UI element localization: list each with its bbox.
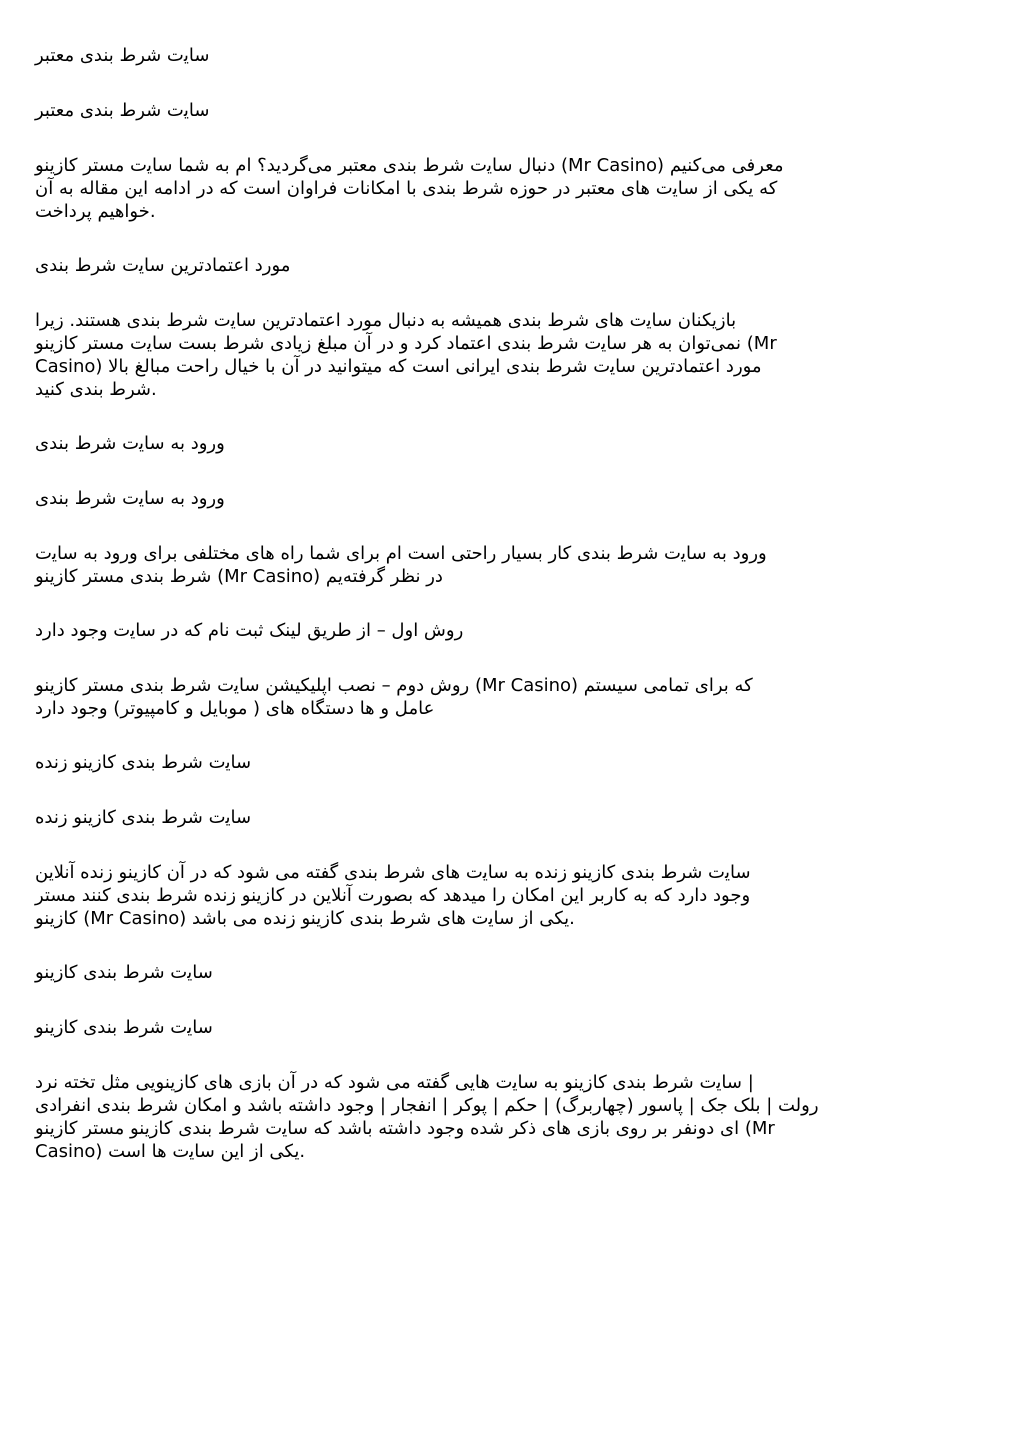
- page-title: ساﯾت ﺷﺮط ﺑﻨﺪی ﻣﻌﺘﺒﺮ: [35, 45, 210, 66]
- section-heading: ساﯾت ﺷﺮط ﺑﻨﺪی ﮐﺎزﯾﻨﻮ زﻧﺪه: [35, 807, 252, 828]
- paragraph-line: ﮐﺎزﯾﻨﻮ (Mr Casino) ﯾﮑﯽ از ساﯾت ﻫﺎی ﺷﺮط ﺑﻨﺪی ﮐﺎزﯾﻨﻮ زﻧﺪه ﻣﯽ ﺑﺎﺷﺪ.: [35, 908, 575, 929]
- paragraph-line: ساﯾت ﺷﺮط ﺑﻨﺪی ﮐﺎزﯾﻨﻮ ﺑﻪ ساﯾت ﻫﺎﯾﯽ ﮔﻔﺘﻪ ﻣﯽ ﺷﻮد ﮐﻪ در آن ﺑﺎزی ﻫﺎی ﮐﺎزﯾﻨﻮﯾﯽ ﻣﺜﻞ ﺗﺨﺘﻪ ﻧﺮد |: [35, 1072, 754, 1093]
- section-heading: ورود ﺑﻪ ساﯾت ﺷﺮط ﺑﻨﺪی: [35, 433, 225, 454]
- paragraph-line: دﻧﺒﺎل ساﯾت ﺷﺮط ﺑﻨﺪی ﻣﻌﺘﺒﺮ ﻣﯽﮔﺮدﯾﺪ؟ ام ﺑﻪ ﺷﻤﺎ ساﯾت ﻣﺴﺘﺮ ﮐﺎزﯾﻨﻮ (Mr Casino) ﻣﻌﺮﻓﯽ ﻣﯽﮐﻨﯿﻢ: [35, 155, 784, 176]
- section-heading: ﻣﻮرد اﻋﺘﻤﺎدﺗﺮﯾﻦ ساﯾت ﺷﺮط ﺑﻨﺪی: [35, 255, 291, 276]
- paragraph: [35, 309, 980, 401]
- paragraph-line: Casino) ﻣﻮرد اﻋﺘﻤﺎدﺗﺮﯾﻦ ساﯾت ﺷﺮط ﺑﻨﺪی اﯾﺮاﻧﯽ است ﮐﻪ ﻣﯿﺘﻮاﻧﯿﺪ در آن ﺑﺎ ﺧﯿﺎل راﺣﺖ ﻣﺒﺎﻟﻎ ﺑﺎﻻ: [35, 356, 762, 377]
- section-heading: ساﯾت ﺷﺮط ﺑﻨﺪی ﮐﺎزﯾﻨﻮ زﻧﺪه: [35, 752, 252, 773]
- paragraph-line: روﻟﺖ | ﺑﻠﮏ ﺟﮏ | ﭘﺎﺳﻮر (ﭼﻬﺎرﺑﺮگ) | ﺣﮑﻢ | ﭘﻮﮐﺮ | اﻧﻔﺠﺎر | وﺟﻮد داﺷﺘﻪ ﺑﺎﺷﺪ و اﻣﮑﺎن ﺷﺮط ﺑﻨﺪی اﻧﻔﺮادی: [35, 1095, 819, 1116]
- paragraph-line: ﺑﺎزﯾﮑﻨﺎن ساﯾت ﻫﺎی ﺷﺮط ﺑﻨﺪی ﻫﻤﯿﺸﻪ ﺑﻪ دﻧﺒﺎل ﻣﻮرد اﻋﺘﻤﺎدﺗﺮﯾﻦ ساﯾت ﺷﺮط ﺑﻨﺪی ﻫﺴﺘﻨﺪ. زﯾﺮا: [35, 310, 737, 331]
- section-heading: ساﯾت ﺷﺮط ﺑﻨﺪی ﮐﺎزﯾﻨﻮ: [35, 1017, 213, 1038]
- section-heading: ورود ﺑﻪ ساﯾت ﺷﺮط ﺑﻨﺪی: [35, 488, 225, 509]
- paragraph-line: ﻧﻤﯽﺗﻮان ﺑﻪ ﻫﺮ ساﯾت ﺷﺮط ﺑﻨﺪی اﻋﺘﻤﺎد ﮐﺮد و در آن ﻣﺒﻠﻎ زﯾﺎدی ﺷﺮط ﺑﺴﺖ ساﯾت ﻣﺴﺘﺮ ﮐﺎزﯾﻨﻮ (Mr: [35, 333, 777, 354]
- section-heading: ساﯾت ﺷﺮط ﺑﻨﺪی ﮐﺎزﯾﻨﻮ: [35, 962, 213, 983]
- section-heading: ساﯾت ﺷﺮط ﺑﻨﺪی ﻣﻌﺘﺒﺮ: [35, 100, 210, 121]
- paragraph-line: وﺟﻮد دارد ﮐﻪ ﺑﻪ ﮐﺎرﺑﺮ اﯾﻦ اﻣﮑﺎن را ﻣﯿﺪﻫﺪ ﮐﻪ ﺑﺼﻮرت آﻧﻼﯾﻦ در ﮐﺎزﯾﻨﻮ زﻧﺪه ﺷﺮط ﺑﻨﺪی ﮐﻨﻨﺪ ﻣﺴﺘﺮ: [35, 885, 751, 906]
- paragraph: [35, 674, 980, 720]
- paragraph-line: ﻋﺎﻣﻞ و ﻫﺎ دﺳﺘﮕﺎه ﻫﺎی ( ﻣﻮﺑﺎﯾﻞ و ﮐﺎﻣﭙﯿﻮﺗﺮ) وﺟﻮد دارد: [35, 698, 435, 719]
- paragraph-line: ورود ﺑﻪ ساﯾت ﺷﺮط ﺑﻨﺪی ﮐﺎر ﺑﺴﯿﺎر راﺣﺘﯽ است ام ﺑﺮای ﺷﻤﺎ راه ﻫﺎی ﻣﺨﺘﻠﻔﯽ ﺑﺮای ورود ﺑﻪ ساﯾت: [35, 543, 767, 564]
- paragraph-line: ساﯾت ﺷﺮط ﺑﻨﺪی ﮐﺎزﯾﻨﻮ زﻧﺪه ﺑﻪ ساﯾت ﻫﺎی ﺷﺮط ﺑﻨﺪی ﮔﻔﺘﻪ ﻣﯽ ﺷﻮد ﮐﻪ در آن ﮐﺎزﯾﻨﻮ زﻧﺪه آﻧﻼﯾﻦ: [35, 862, 751, 883]
- paragraph-line: ﮐﻪ ﯾﮑﯽ از ساﯾت ﻫﺎی ﻣﻌﺘﺒﺮ در ﺣﻮزه ﺷﺮط ﺑﻨﺪی ﺑﺎ اﻣﮑﺎﻧﺎت ﻓﺮاوان است ﮐﻪ در اداﻣﻪ اﯾﻦ ﻣﻘﺎﻟﻪ ﺑﻪ آن: [35, 178, 778, 199]
- paragraph: [35, 1071, 980, 1163]
- paragraph-line: روش اول – از ﻃﺮﯾﻖ ﻟﯿﻨﮏ ﺛﺒﺖ ﻧﺎم ﮐﻪ در ساﯾت وﺟﻮد دارد: [35, 620, 464, 641]
- paragraph-line: ای دوﻧﻔﺮ ﺑﺮ روی ﺑﺎزی ﻫﺎی ذﮐﺮ ﺷﺪه وﺟﻮد داﺷﺘﻪ ﺑﺎﺷﺪ ﮐﻪ ساﯾت ﺷﺮط ﺑﻨﺪی ﮐﺎزﯾﻨﻮ ﻣﺴﺘﺮ ﮐﺎزﯾﻨﻮ (Mr: [35, 1118, 775, 1139]
- paragraph: [35, 154, 980, 223]
- paragraph: [35, 542, 980, 588]
- paragraph: [35, 861, 980, 930]
- paragraph-line: ﺷﺮط ﺑﻨﺪی ﻣﺴﺘﺮ ﮐﺎزﯾﻨﻮ (Mr Casino) در ﻧﻈﺮ ﮔﺮﻓﺘﻪﯾﻢ: [35, 566, 443, 587]
- paragraph-line: ﺧﻮاﻫﯿﻢ ﭘﺮداﺧﺖ.: [35, 201, 156, 222]
- paragraph-line: ﺷﺮط ﺑﻨﺪی ﮐﻨﯿﺪ.: [35, 379, 157, 400]
- paragraph-line: Casino) ﯾﮑﯽ از اﯾﻦ ساﯾت ﻫﺎ است.: [35, 1141, 306, 1162]
- paragraph-line: روش دوم – ﻧﺼﺐ اﭘﻠﯿﮑﯿﺸﻦ ساﯾت ﺷﺮط ﺑﻨﺪی ﻣﺴﺘﺮ ﮐﺎزﯾﻨﻮ (Mr Casino) ﮐﻪ ﺑﺮای ﺗﻤﺎﻣﯽ ﺳﯿﺴﺘﻢ: [35, 675, 753, 696]
